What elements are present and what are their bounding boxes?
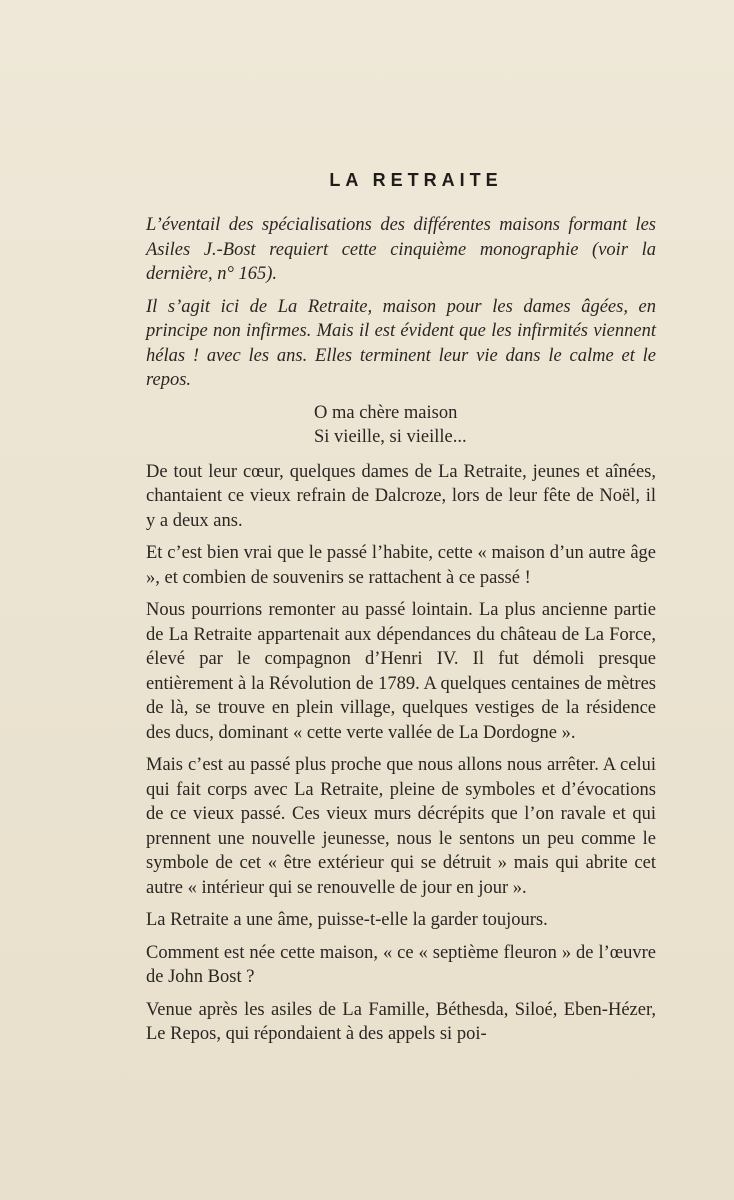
verse-line-2: Si vieille, si vieille... [314, 427, 467, 447]
body-paragraph-3: Nous pourrions remonter au passé lointain. La plus ancienne partie de La Retraite appartenait aux dépendances du château de La Force, élevé par le compagnon d’Henri IV. Il fut démoli presque entièrement à la Révolution de 1789. A quelques centaines de mètres de là, se trouve en plein village, quelques vestiges de la résidence des ducs, dominant « cette verte vallée de La Dordogne ». [146, 600, 656, 743]
body-paragraph-5: La Retraite a une âme, puisse-t-elle la garder toujours. [146, 910, 548, 930]
body-paragraph-4: Mais c’est au passé plus proche que nous allons nous arrêter. A celui qui fait corps avec La Retraite, pleine de symboles et d’évocations de ce vieux passé. Ces vieux murs décrépits que l’on ravale et qui prennent une nouvelle jeunesse, nous le sentons un peu comme le symbole de cet « être extérieur qui se détruit » mais qui abrite cet autre « intérieur qui se renouvelle de jour en jour ». [146, 755, 656, 898]
body-paragraph-6: Comment est née cette maison, « ce « septième fleuron » de l’œuvre de John Bost ? [146, 942, 656, 987]
body-paragraph-2: Et c’est bien vrai que le passé l’habite, cette « maison d’un autre âge », et combien de souvenirs se rattachent à ce passé ! [146, 543, 656, 588]
verse-quote [314, 401, 656, 450]
intro-paragraph-2: Il s’agit ici de La Retraite, maison pour les dames âgées, en principe non infirmes. Mais il est évident que les infirmités viennent hélas ! avec les ans. Elles terminent leur vie dans le calme et le repos. [146, 296, 656, 390]
intro-paragraph-1: L’éventail des spécialisations des différentes maisons formant les Asiles J.-Bost requiert cette cinquième monographie (voir la dernière, n° 165). [146, 215, 656, 284]
verse-line-1: O ma chère maison [314, 402, 458, 423]
page-title: LA RETRAITE [329, 170, 503, 190]
body-paragraph-7: Venue après les asiles de La Famille, Béthesda, Siloé, Eben-Hézer, Le Repos, qui répondaient à des appels si poi- [146, 999, 656, 1044]
body-paragraph-1: De tout leur cœur, quelques dames de La Retraite, jeunes et aînées, chantaient ce vieux refrain de Dalcroze, lors de leur fête de Noël, il y a deux ans. [146, 461, 656, 531]
article [146, 170, 656, 1055]
